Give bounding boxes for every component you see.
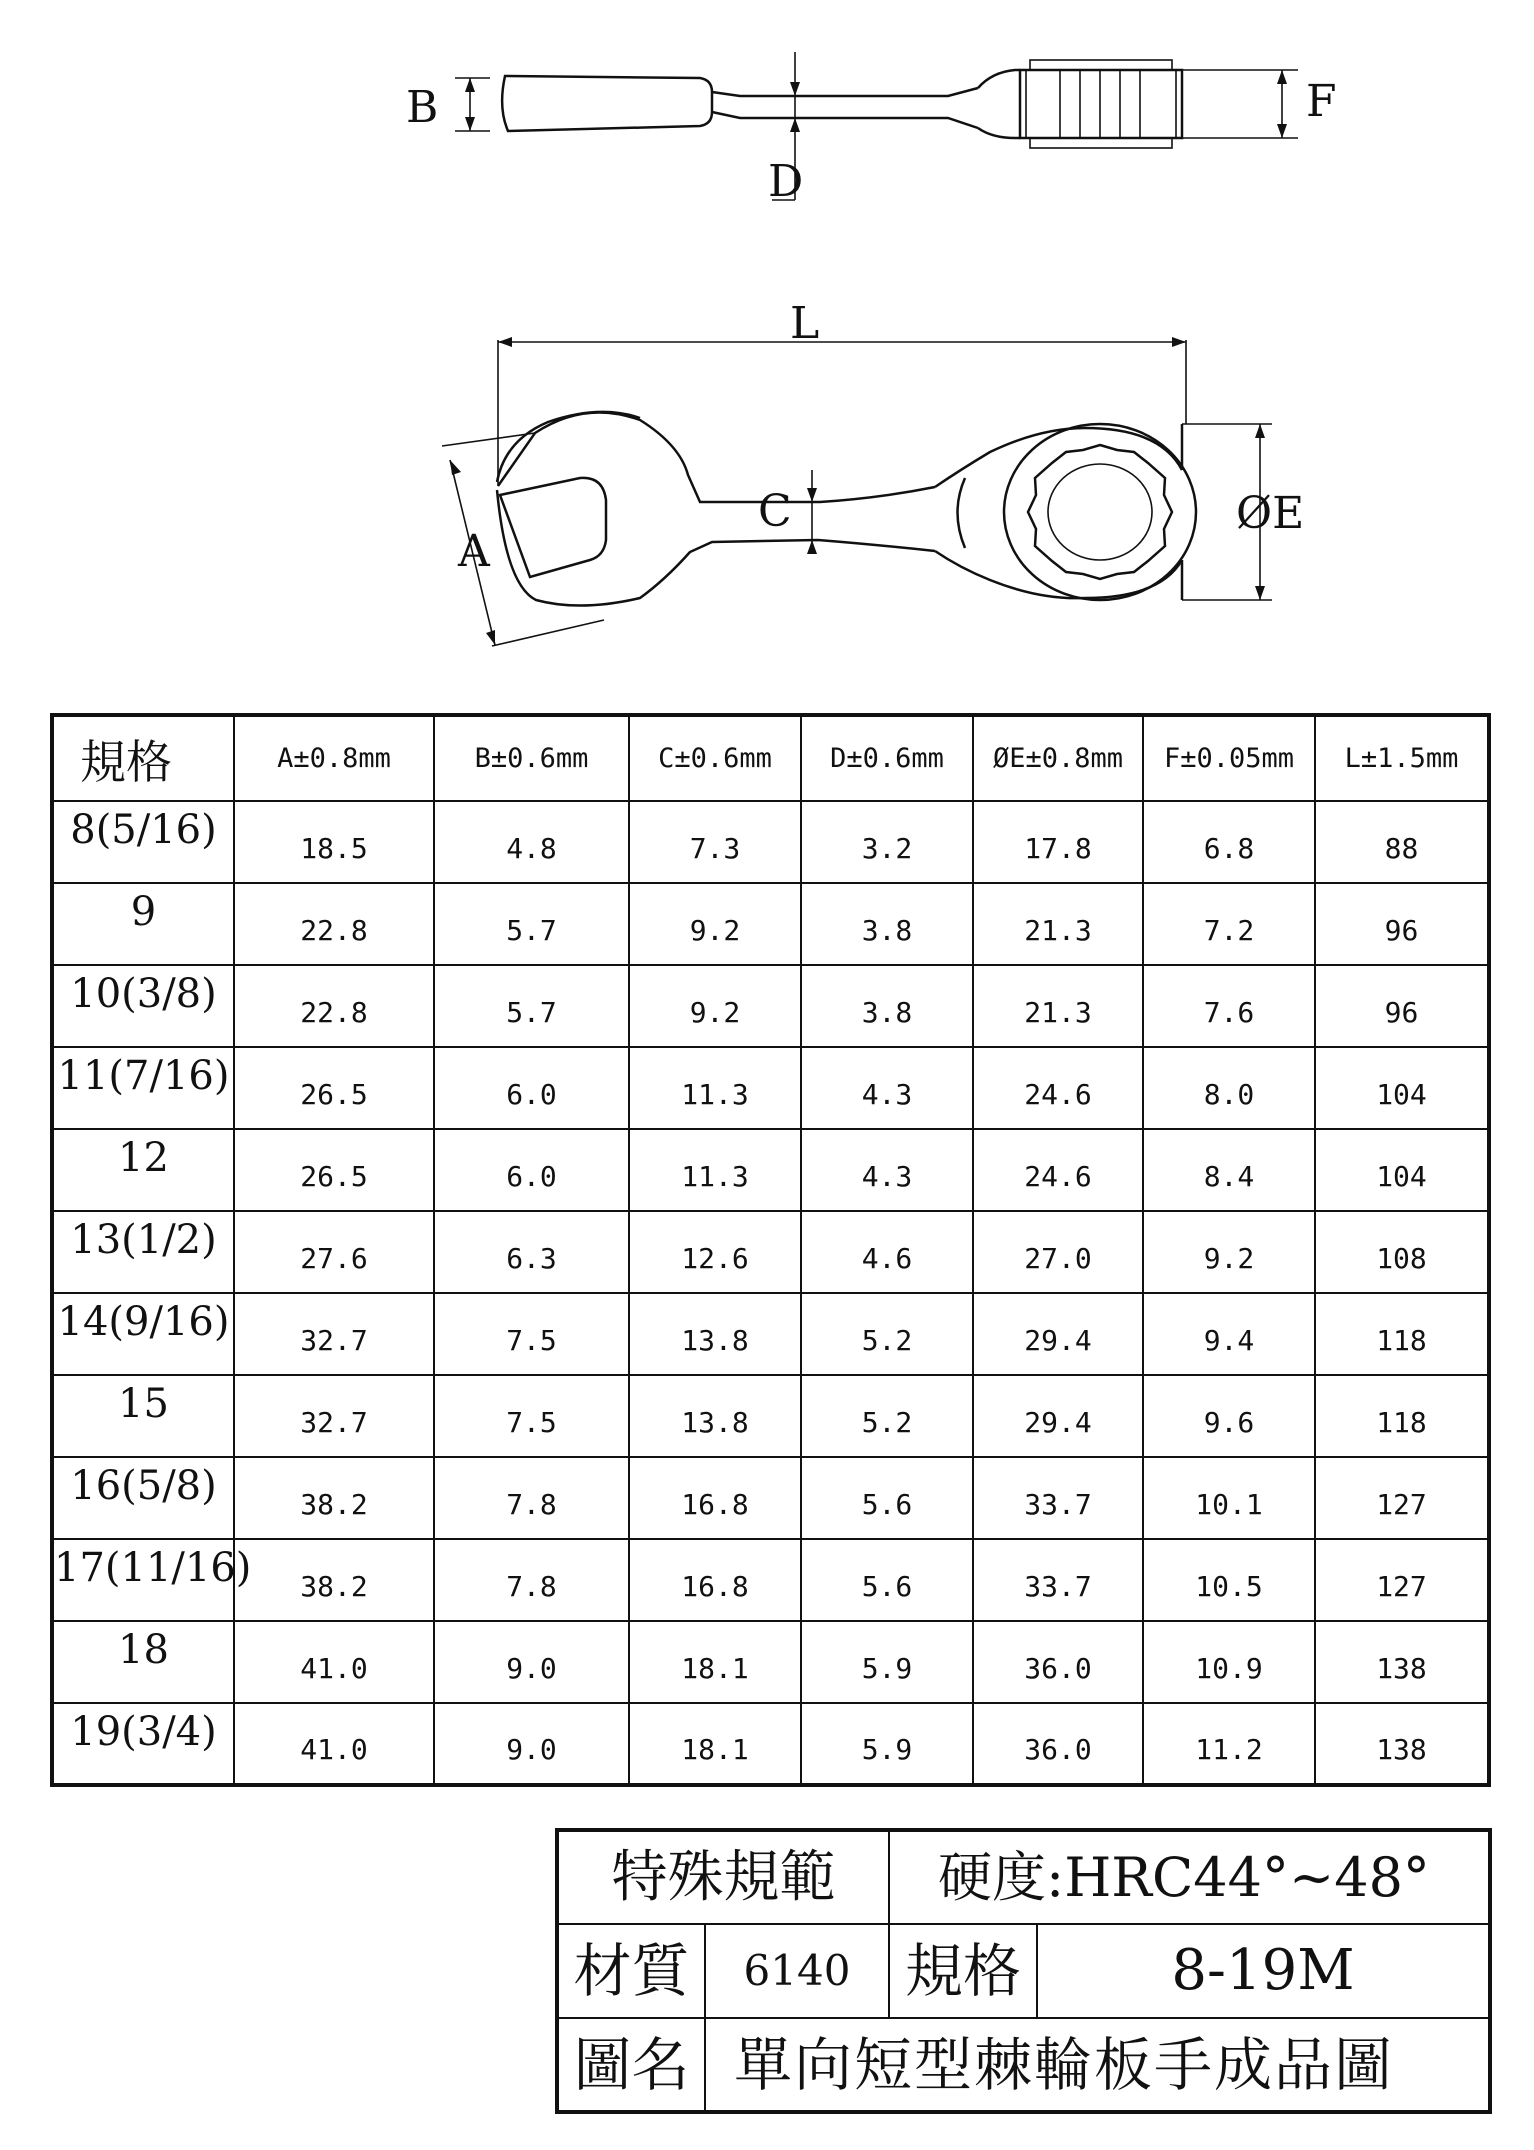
value-cell: 5.9	[801, 1703, 973, 1785]
label-b: B	[406, 82, 439, 133]
size-cell: 12	[52, 1129, 234, 1211]
value-cell: 4.8	[434, 801, 629, 883]
value-cell: 6.3	[434, 1211, 629, 1293]
header-l: L±1.5mm	[1315, 715, 1489, 801]
value-cell: 108	[1315, 1211, 1489, 1293]
value-cell: 21.3	[973, 965, 1143, 1047]
value-cell: 24.6	[973, 1047, 1143, 1129]
label-a: A	[458, 526, 490, 577]
table-row	[52, 1375, 1489, 1457]
value-cell: 27.6	[234, 1211, 434, 1293]
table-row	[52, 1293, 1489, 1375]
drawing-name-label: 圖名	[557, 2018, 705, 2112]
value-cell: 104	[1315, 1129, 1489, 1211]
value-cell: 11.3	[629, 1129, 801, 1211]
value-cell: 9.0	[434, 1621, 629, 1703]
value-cell: 127	[1315, 1539, 1489, 1621]
size-cell: 18	[52, 1621, 234, 1703]
value-cell: 3.8	[801, 883, 973, 965]
value-cell: 7.5	[434, 1293, 629, 1375]
value-cell: 24.6	[973, 1129, 1143, 1211]
value-cell: 3.8	[801, 965, 973, 1047]
table-row	[52, 1047, 1489, 1129]
value-cell: 9.2	[629, 965, 801, 1047]
value-cell: 33.7	[973, 1539, 1143, 1621]
value-cell: 36.0	[973, 1703, 1143, 1785]
value-cell: 9.0	[434, 1703, 629, 1785]
size-cell: 8(5/16)	[52, 801, 234, 883]
material-label: 材質	[557, 1924, 705, 2018]
value-cell: 138	[1315, 1621, 1489, 1703]
value-cell: 138	[1315, 1703, 1489, 1785]
value-cell: 118	[1315, 1375, 1489, 1457]
spec-table	[50, 713, 1491, 1787]
side-view	[455, 52, 1298, 200]
header-c: C±0.6mm	[629, 715, 801, 801]
info-row-special	[557, 1830, 1490, 1924]
info-row-drawing	[557, 2018, 1490, 2112]
label-e: ØE	[1236, 488, 1305, 539]
value-cell: 7.2	[1143, 883, 1315, 965]
value-cell: 10.1	[1143, 1457, 1315, 1539]
value-cell: 118	[1315, 1293, 1489, 1375]
table-row	[52, 1457, 1489, 1539]
value-cell: 7.3	[629, 801, 801, 883]
table-row	[52, 1703, 1489, 1785]
value-cell: 7.5	[434, 1375, 629, 1457]
value-cell: 9.2	[1143, 1211, 1315, 1293]
value-cell: 96	[1315, 883, 1489, 965]
value-cell: 6.0	[434, 1129, 629, 1211]
header-a: A±0.8mm	[234, 715, 434, 801]
value-cell: 5.2	[801, 1293, 973, 1375]
value-cell: 4.6	[801, 1211, 973, 1293]
wrench-drawing	[0, 0, 1534, 700]
size-cell: 19(3/4)	[52, 1703, 234, 1785]
value-cell: 3.2	[801, 801, 973, 883]
value-cell: 12.6	[629, 1211, 801, 1293]
value-cell: 36.0	[973, 1621, 1143, 1703]
label-d: D	[768, 156, 804, 207]
special-spec-label: 特殊規範	[557, 1830, 889, 1924]
value-cell: 18.5	[234, 801, 434, 883]
value-cell: 29.4	[973, 1375, 1143, 1457]
info-row-material	[557, 1924, 1490, 2018]
value-cell: 5.7	[434, 965, 629, 1047]
header-e: ØE±0.8mm	[973, 715, 1143, 801]
spec-label: 規格	[889, 1924, 1037, 2018]
info-table	[555, 1828, 1492, 2114]
header-f: F±0.05mm	[1143, 715, 1315, 801]
value-cell: 5.2	[801, 1375, 973, 1457]
value-cell: 9.4	[1143, 1293, 1315, 1375]
value-cell: 16.8	[629, 1539, 801, 1621]
value-cell: 18.1	[629, 1621, 801, 1703]
value-cell: 26.5	[234, 1047, 434, 1129]
value-cell: 127	[1315, 1457, 1489, 1539]
value-cell: 5.6	[801, 1539, 973, 1621]
value-cell: 7.8	[434, 1539, 629, 1621]
value-cell: 32.7	[234, 1375, 434, 1457]
value-cell: 8.0	[1143, 1047, 1315, 1129]
value-cell: 104	[1315, 1047, 1489, 1129]
value-cell: 22.8	[234, 883, 434, 965]
value-cell: 41.0	[234, 1703, 434, 1785]
value-cell: 38.2	[234, 1457, 434, 1539]
table-row	[52, 1211, 1489, 1293]
value-cell: 7.8	[434, 1457, 629, 1539]
label-c: C	[758, 486, 792, 537]
table-row	[52, 1129, 1489, 1211]
value-cell: 18.1	[629, 1703, 801, 1785]
material-value: 6140	[705, 1924, 889, 2018]
value-cell: 88	[1315, 801, 1489, 883]
value-cell: 5.9	[801, 1621, 973, 1703]
value-cell: 9.6	[1143, 1375, 1315, 1457]
table-header-row	[52, 715, 1489, 801]
size-cell: 11(7/16)	[52, 1047, 234, 1129]
value-cell: 16.8	[629, 1457, 801, 1539]
size-cell: 14(9/16)	[52, 1293, 234, 1375]
value-cell: 26.5	[234, 1129, 434, 1211]
value-cell: 41.0	[234, 1621, 434, 1703]
drawing-name-value: 單向短型棘輪板手成品圖	[705, 2018, 1490, 2112]
value-cell: 22.8	[234, 965, 434, 1047]
value-cell: 21.3	[973, 883, 1143, 965]
table-row	[52, 801, 1489, 883]
spec-value: 8-19M	[1037, 1924, 1490, 2018]
top-view	[442, 337, 1272, 646]
value-cell: 8.4	[1143, 1129, 1315, 1211]
size-cell: 10(3/8)	[52, 965, 234, 1047]
header-size: 規格	[52, 715, 234, 801]
value-cell: 4.3	[801, 1047, 973, 1129]
value-cell: 4.3	[801, 1129, 973, 1211]
value-cell: 96	[1315, 965, 1489, 1047]
value-cell: 38.2	[234, 1539, 434, 1621]
table-row	[52, 883, 1489, 965]
value-cell: 27.0	[973, 1211, 1143, 1293]
header-d: D±0.6mm	[801, 715, 973, 801]
value-cell: 6.0	[434, 1047, 629, 1129]
size-cell: 17(11/16)	[52, 1539, 234, 1621]
value-cell: 5.7	[434, 883, 629, 965]
value-cell: 32.7	[234, 1293, 434, 1375]
size-cell: 16(5/8)	[52, 1457, 234, 1539]
size-cell: 15	[52, 1375, 234, 1457]
table-row	[52, 1539, 1489, 1621]
value-cell: 11.2	[1143, 1703, 1315, 1785]
value-cell: 11.3	[629, 1047, 801, 1129]
size-cell: 13(1/2)	[52, 1211, 234, 1293]
value-cell: 13.8	[629, 1375, 801, 1457]
header-b: B±0.6mm	[434, 715, 629, 801]
table-row	[52, 1621, 1489, 1703]
value-cell: 10.5	[1143, 1539, 1315, 1621]
value-cell: 9.2	[629, 883, 801, 965]
table-row	[52, 965, 1489, 1047]
value-cell: 10.9	[1143, 1621, 1315, 1703]
value-cell: 7.6	[1143, 965, 1315, 1047]
hardness-value: 硬度:HRC44°~48°	[889, 1830, 1490, 1924]
label-l: L	[790, 298, 820, 349]
value-cell: 29.4	[973, 1293, 1143, 1375]
value-cell: 33.7	[973, 1457, 1143, 1539]
value-cell: 5.6	[801, 1457, 973, 1539]
label-f: F	[1306, 76, 1337, 127]
size-cell: 9	[52, 883, 234, 965]
value-cell: 6.8	[1143, 801, 1315, 883]
value-cell: 13.8	[629, 1293, 801, 1375]
value-cell: 17.8	[973, 801, 1143, 883]
